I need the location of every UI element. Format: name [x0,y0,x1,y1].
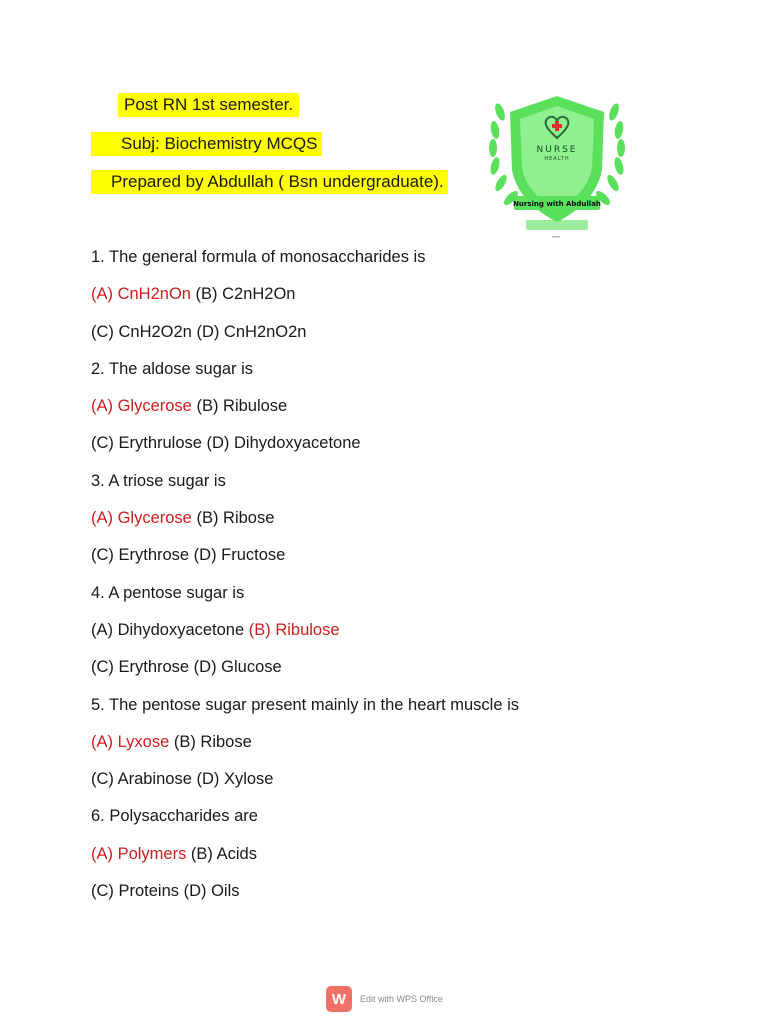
option-text: (B) C2nH2On [190,285,296,304]
option-text: (B) Ribulose [191,397,288,416]
question-6: 6. Polysaccharides are [91,807,258,826]
wps-footer-text: Edit with WPS Office [360,994,443,1004]
wps-office-icon: W [326,986,352,1012]
logo-title: NURSE [536,145,578,155]
correct-answer: (A) Polymers [91,844,187,863]
option-text: (C) Erythrose (D) Glucose [91,658,282,677]
question-5: 5. The pentose sugar present mainly in the heart muscle is [91,695,520,714]
correct-answer: (A) Lyxose [91,732,170,751]
header-line-author: Prepared by Abdullah ( Bsn undergraduate). [91,170,448,194]
nurse-health-logo [486,90,628,240]
option-text: (C) Arabinose (D) Xylose [91,770,274,789]
option-text: (C) Erythrose (D) Fructose [91,546,286,565]
options-row [91,767,731,804]
options-row [91,879,731,916]
header-line-semester: Post RN 1st semester. [118,93,299,117]
options-row [91,394,731,431]
correct-answer: (B) Ribulose [248,620,340,639]
question-1: 1. The general formula of monosaccharides is [91,248,426,266]
option-text: (B) Ribose [169,732,252,751]
correct-answer: (A) Glycerose [91,397,192,416]
question-3: 3. A triose sugar is [91,471,226,490]
logo-subtitle: HEALTH [544,156,570,162]
wps-footer[interactable] [326,985,443,1013]
options-row [91,618,731,655]
options-row [91,655,731,692]
options-row [91,730,731,767]
option-text: (A) Dihydoxyacetone [91,620,249,639]
options-row [91,320,731,357]
options-row [91,431,731,468]
option-text: (C) Proteins (D) Oils [91,882,240,901]
options-row [91,842,731,879]
mcq-list [91,245,731,916]
option-text: (C) Erythrulose (D) Dihydoxyacetone [91,434,361,453]
header-line-subject: Subj: Biochemistry MCQS [91,132,322,156]
logo-banner-text: Nursing with Abdullah [513,200,601,208]
options-row [91,506,731,543]
option-text: (B) Ribose [191,509,275,528]
options-row [91,282,731,319]
option-text: (C) CnH2O2n (D) CnH2nO2n [91,322,307,341]
question-4: 4. A pentose sugar is [91,583,245,602]
options-row [91,543,731,580]
correct-answer: (A) Glycerose [91,509,192,528]
option-text: (B) Acids [186,844,257,863]
question-2: 2. The aldose sugar is [91,359,254,378]
correct-answer: (A) CnH2nOn [91,285,191,304]
